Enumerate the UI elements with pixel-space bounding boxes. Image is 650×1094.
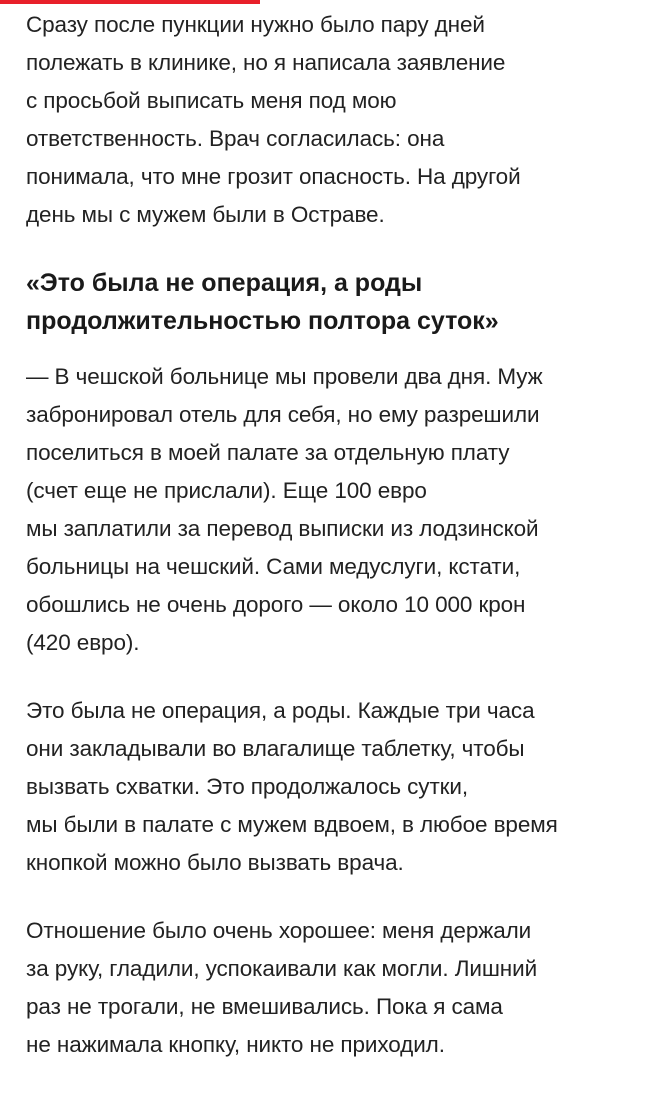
article-subheading: «Это была не операция, а роды продолжительностью полтора суток»: [26, 269, 499, 335]
article-paragraph-1: Сразу после пункции нужно было пару дней полежать в клинике, но я написала заявление с просьбой выписать меня под мою ответственность. Врач согласилась: она понимала, что мне грозит опасность. На другой день мы с мужем были в Остраве.: [26, 12, 521, 227]
article-paragraph-4: Отношение было очень хорошее: меня держали за руку, гладили, успокаивали как могли. Лишний раз не трогали, не вмешивались. Пока я сама не нажимала кнопку, никто не приходил.: [26, 918, 538, 1057]
article-paragraph-2: — В чешской больнице мы провели два дня. Муж забронировал отель для себя, но ему разрешили поселиться в моей палате за отдельную плату (счет еще не прислали). Еще 100 евро мы заплатили за перевод выписки из лодзинской больницы на чешский. Сами медуслуги, кстати, обошлись не очень дорого — около 10 000 крон (420 евро).: [26, 364, 543, 655]
article-paragraph-3: Это была не операция, а роды. Каждые три часа они закладывали во влагалище таблетку, чтобы вызвать схватки. Это продолжалось сутки, мы были в палате с мужем вдвоем, в любое время кнопкой можно было вызвать врача.: [26, 698, 558, 875]
top-accent-bar: [0, 0, 260, 4]
article-body: [26, 6, 636, 1094]
